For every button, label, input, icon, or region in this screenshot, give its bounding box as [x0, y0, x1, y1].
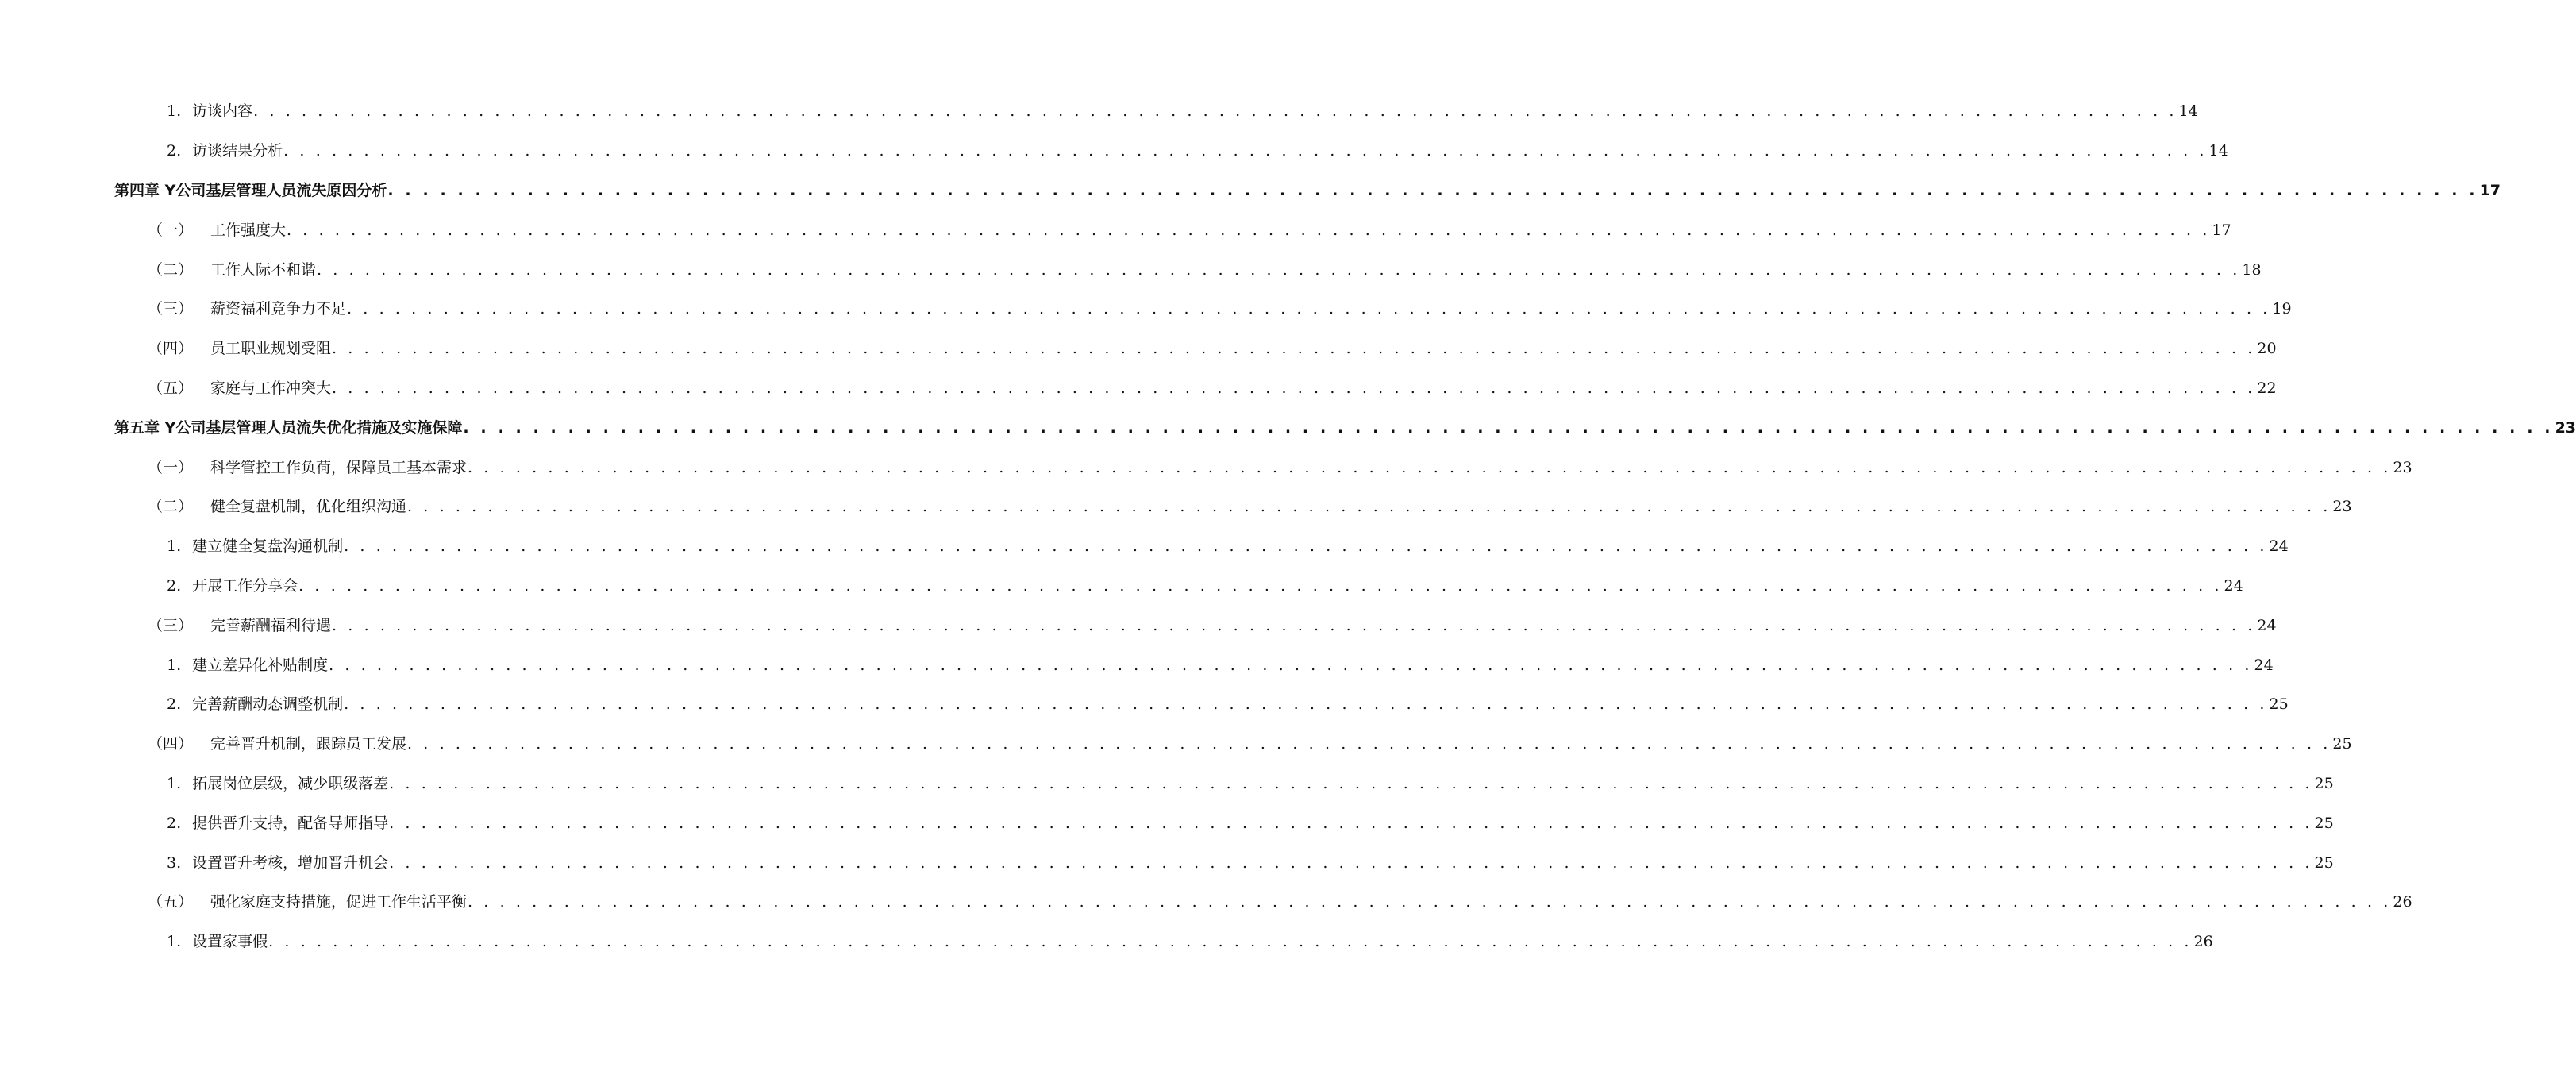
dot-leader: . . . . . . . . . . . . . . . . . . . . . . . . . . . . . . . . . . . . . . . . . . . . . . . . . . . . . . . . . . . . . . . . . . . . . . . . . . . . . . . . . . . . . . . . . . . . . . . . . . . . . . . . . . . . . . . . . . . . . . . .: [407, 735, 2331, 753]
toc-entry-page-number: 23: [2332, 498, 2352, 516]
toc-section-entry[interactable]: [0, 487, 2352, 527]
toc-entry-title: 建立健全复盘沟通机制: [192, 537, 344, 556]
toc-entry-page-number: 19: [2272, 300, 2292, 318]
toc-entry-number: 1.: [167, 537, 182, 556]
dot-leader: . . . . . . . . . . . . . . . . . . . . . . . . . . . . . . . . . . . . . . . . . . . . . . . . . . . . . . . . . . . . . . . . . . . . . . . . . . . . . . . . . . . . . . . . . . . . . . . . . . . . . . . . . . . . . . . . . . . . . . . .: [332, 616, 2256, 634]
toc-entry-number: 1.: [167, 933, 182, 951]
toc-entry-title: 访谈结果分析: [192, 142, 283, 160]
toc-entry-title: 科学管控工作负荷，保障员工基本需求: [210, 458, 468, 476]
toc-chapter-entry[interactable]: [0, 171, 2501, 211]
toc-subsection-entry[interactable]: [0, 765, 2334, 804]
dot-leader: . . . . . . . . . . . . . . . . . . . . . . . . . . . . . . . . . . . . . . . . . . . . . . . . . . . . . . . . . . . . . . . . . . . . . . . . . . . . . . . . . . . . . . . . . . . . . . . . . . . . . . . . . . . . . . . . . . . . . . . .: [344, 537, 2268, 556]
toc-entry-page-number: 25: [2314, 774, 2334, 792]
toc-entry-page-number: 14: [2208, 142, 2228, 160]
table-of-contents: [0, 92, 2576, 962]
toc-entry-number: 1.: [167, 774, 182, 792]
dot-leader: . . . . . . . . . . . . . . . . . . . . . . . . . . . . . . . . . . . . . . . . . . . . . . . . . . . . . . . . . . . . . . . . . . . . . . . . . . . . . . . . . . . . . . . . . . . . . . . . . . . . . . . . . . . . . . . . . . . . . . . .: [387, 181, 2478, 199]
toc-section-entry[interactable]: [0, 210, 2231, 250]
toc-subsection-entry[interactable]: [0, 132, 2228, 171]
toc-entry-title: 建立差异化补贴制度: [192, 656, 329, 674]
toc-entry-title: 提供晋升支持，配备导师指导: [192, 814, 389, 832]
toc-entry-page-number: 24: [2269, 537, 2289, 556]
toc-entry-page-number: 24: [2257, 616, 2277, 634]
toc-subsection-entry[interactable]: [0, 843, 2334, 883]
toc-entry-title: 开展工作分享会: [192, 576, 298, 595]
toc-subsection-entry[interactable]: [0, 527, 2289, 567]
toc-subsection-entry[interactable]: [0, 685, 2289, 725]
toc-section-entry[interactable]: [0, 250, 2262, 290]
dot-leader: . . . . . . . . . . . . . . . . . . . . . . . . . . . . . . . . . . . . . . . . . . . . . . . . . . . . . . . . . . . . . . . . . . . . . . . . . . . . . . . . . . . . . . . . . . . . . . . . . . . . . . . . . . . . . . . . . . . . . . . .: [407, 498, 2331, 516]
toc-entry-title: 完善薪酬福利待遇: [210, 616, 332, 634]
toc-entry-title: 完善薪酬动态调整机制: [192, 695, 344, 714]
toc-entry-title: 访谈内容: [192, 102, 253, 121]
dot-leader: . . . . . . . . . . . . . . . . . . . . . . . . . . . . . . . . . . . . . . . . . . . . . . . . . . . . . . . . . . . . . . . . . . . . . . . . . . . . . . . . . . . . . . . . . . . . . . . . . . . . . . . . . . . . . . . . . . . . . . . .: [253, 102, 2177, 121]
toc-entry-title: 家庭与工作冲突大: [210, 379, 332, 397]
toc-entry-title: 健全复盘机制，优化组织沟通: [210, 498, 407, 516]
toc-entry-page-number: 17: [2212, 221, 2231, 239]
toc-entry-page-number: 24: [2254, 656, 2274, 674]
toc-section-entry[interactable]: [0, 448, 2412, 487]
toc-entry-page-number: 24: [2224, 576, 2243, 595]
dot-leader: . . . . . . . . . . . . . . . . . . . . . . . . . . . . . . . . . . . . . . . . . . . . . . . . . . . . . . . . . . . . . . . . . . . . . . . . . . . . . . . . . . . . . . . . . . . . . . . . . . . . . . . . . . . . . . . . . . . . . . . .: [283, 142, 2208, 160]
dot-leader: . . . . . . . . . . . . . . . . . . . . . . . . . . . . . . . . . . . . . . . . . . . . . . . . . . . . . . . . . . . . . . . . . . . . . . . . . . . . . . . . . . . . . . . . . . . . . . . . . . . . . . . . . . . . . . . . . . . . . . . .: [298, 576, 2223, 595]
toc-subsection-entry[interactable]: [0, 923, 2213, 962]
dot-leader: . . . . . . . . . . . . . . . . . . . . . . . . . . . . . . . . . . . . . . . . . . . . . . . . . . . . . . . . . . . . . . . . . . . . . . . . . . . . . . . . . . . . . . . . . . . . . . . . . . . . . . . . . . . . . . . . . . . . . . . .: [389, 814, 2313, 832]
toc-subsection-entry[interactable]: [0, 92, 2198, 132]
toc-section-entry[interactable]: [0, 725, 2352, 765]
toc-entry-title: 设置晋升考核，增加晋升机会: [192, 853, 389, 872]
toc-entry-number: 2.: [167, 142, 182, 160]
toc-entry-number: 2.: [167, 695, 182, 714]
dot-leader: . . . . . . . . . . . . . . . . . . . . . . . . . . . . . . . . . . . . . . . . . . . . . . . . . . . . . . . . . . . . . . . . . . . . . . . . . . . . . . . . . . . . . . . . . . . . . . . . . . . . . . . . . . . . . . . . . . . . . . . .: [468, 458, 2392, 476]
toc-entry-page-number: 23: [2555, 418, 2576, 437]
toc-subsection-entry[interactable]: [0, 645, 2274, 685]
toc-entry-number: 2.: [167, 576, 182, 595]
dot-leader: . . . . . . . . . . . . . . . . . . . . . . . . . . . . . . . . . . . . . . . . . . . . . . . . . . . . . . . . . . . . . . . . . . . . . . . . . . . . . . . . . . . . . . . . . . . . . . . . . . . . . . . . . . . . . . . . . . . . . . . .: [347, 300, 2271, 318]
toc-chapter-entry[interactable]: [0, 408, 2576, 448]
toc-section-entry[interactable]: [0, 329, 2277, 369]
toc-entry-page-number: 23: [2393, 458, 2412, 476]
toc-entry-page-number: 25: [2314, 814, 2334, 832]
toc-entry-number: （二）: [148, 260, 194, 279]
toc-entry-title: 第四章 Y公司基层管理人员流失原因分析: [114, 181, 387, 199]
toc-entry-page-number: 17: [2479, 181, 2501, 199]
toc-entry-number: 1.: [167, 656, 182, 674]
toc-entry-title: 拓展岗位层级，减少职级落差: [192, 774, 389, 792]
toc-entry-page-number: 20: [2257, 340, 2277, 358]
dot-leader: . . . . . . . . . . . . . . . . . . . . . . . . . . . . . . . . . . . . . . . . . . . . . . . . . . . . . . . . . . . . . . . . . . . . . . . . . . . . . . . . . . . . . . . . . . . . . . . . . . . . . . . . . . . . . . . . . . . . . . . .: [463, 418, 2554, 437]
toc-section-entry[interactable]: [0, 606, 2277, 645]
dot-leader: . . . . . . . . . . . . . . . . . . . . . . . . . . . . . . . . . . . . . . . . . . . . . . . . . . . . . . . . . . . . . . . . . . . . . . . . . . . . . . . . . . . . . . . . . . . . . . . . . . . . . . . . . . . . . . . . . . . . . . . .: [332, 340, 2256, 358]
dot-leader: . . . . . . . . . . . . . . . . . . . . . . . . . . . . . . . . . . . . . . . . . . . . . . . . . . . . . . . . . . . . . . . . . . . . . . . . . . . . . . . . . . . . . . . . . . . . . . . . . . . . . . . . . . . . . . . . . . . . . . . .: [287, 221, 2211, 239]
toc-entry-title: 工作强度大: [210, 221, 287, 239]
toc-section-entry[interactable]: [0, 369, 2277, 409]
dot-leader: . . . . . . . . . . . . . . . . . . . . . . . . . . . . . . . . . . . . . . . . . . . . . . . . . . . . . . . . . . . . . . . . . . . . . . . . . . . . . . . . . . . . . . . . . . . . . . . . . . . . . . . . . . . . . . . . . . . . . . . .: [468, 893, 2392, 911]
toc-entry-number: （一）: [148, 458, 194, 476]
toc-entry-number: （二）: [148, 498, 194, 516]
toc-entry-page-number: 22: [2257, 379, 2277, 397]
toc-entry-page-number: 25: [2269, 695, 2289, 714]
toc-entry-page-number: 25: [2332, 735, 2352, 753]
toc-entry-page-number: 25: [2314, 853, 2334, 872]
dot-leader: . . . . . . . . . . . . . . . . . . . . . . . . . . . . . . . . . . . . . . . . . . . . . . . . . . . . . . . . . . . . . . . . . . . . . . . . . . . . . . . . . . . . . . . . . . . . . . . . . . . . . . . . . . . . . . . . . . . . . . . .: [332, 379, 2256, 397]
dot-leader: . . . . . . . . . . . . . . . . . . . . . . . . . . . . . . . . . . . . . . . . . . . . . . . . . . . . . . . . . . . . . . . . . . . . . . . . . . . . . . . . . . . . . . . . . . . . . . . . . . . . . . . . . . . . . . . . . . . . . . . .: [329, 656, 2253, 674]
toc-entry-page-number: 18: [2242, 260, 2262, 279]
toc-entry-number: 1.: [167, 102, 182, 121]
toc-entry-number: （三）: [148, 300, 194, 318]
toc-entry-title: 第五章 Y公司基层管理人员流失优化措施及实施保障: [114, 418, 463, 437]
toc-entry-page-number: 14: [2178, 102, 2198, 121]
dot-leader: . . . . . . . . . . . . . . . . . . . . . . . . . . . . . . . . . . . . . . . . . . . . . . . . . . . . . . . . . . . . . . . . . . . . . . . . . . . . . . . . . . . . . . . . . . . . . . . . . . . . . . . . . . . . . . . . . . . . . . . .: [389, 774, 2313, 792]
toc-entry-number: （三）: [148, 616, 194, 634]
dot-leader: . . . . . . . . . . . . . . . . . . . . . . . . . . . . . . . . . . . . . . . . . . . . . . . . . . . . . . . . . . . . . . . . . . . . . . . . . . . . . . . . . . . . . . . . . . . . . . . . . . . . . . . . . . . . . . . . . . . . . . . .: [389, 853, 2313, 872]
dot-leader: . . . . . . . . . . . . . . . . . . . . . . . . . . . . . . . . . . . . . . . . . . . . . . . . . . . . . . . . . . . . . . . . . . . . . . . . . . . . . . . . . . . . . . . . . . . . . . . . . . . . . . . . . . . . . . . . . . . . . . . .: [268, 933, 2193, 951]
toc-entry-title: 工作人际不和谐: [210, 260, 317, 279]
toc-entry-title: 设置家事假: [192, 933, 268, 951]
toc-entry-title: 薪资福利竞争力不足: [210, 300, 347, 318]
toc-entry-page-number: 26: [2193, 933, 2213, 951]
toc-entry-number: （五）: [148, 893, 194, 911]
toc-entry-number: （四）: [148, 340, 194, 358]
toc-entry-title: 完善晋升机制，跟踪员工发展: [210, 735, 407, 753]
dot-leader: . . . . . . . . . . . . . . . . . . . . . . . . . . . . . . . . . . . . . . . . . . . . . . . . . . . . . . . . . . . . . . . . . . . . . . . . . . . . . . . . . . . . . . . . . . . . . . . . . . . . . . . . . . . . . . . . . . . . . . . .: [317, 260, 2241, 279]
toc-entry-page-number: 26: [2393, 893, 2412, 911]
toc-entry-title: 员工职业规划受阻: [210, 340, 332, 358]
toc-entry-number: （一）: [148, 221, 194, 239]
toc-entry-number: （五）: [148, 379, 194, 397]
toc-entry-number: 3.: [167, 853, 182, 872]
toc-section-entry[interactable]: [0, 883, 2412, 923]
toc-subsection-entry[interactable]: [0, 803, 2334, 843]
toc-section-entry[interactable]: [0, 290, 2292, 329]
toc-entry-title: 强化家庭支持措施，促进工作生活平衡: [210, 893, 468, 911]
toc-entry-number: （四）: [148, 735, 194, 753]
toc-entry-number: 2.: [167, 814, 182, 832]
dot-leader: . . . . . . . . . . . . . . . . . . . . . . . . . . . . . . . . . . . . . . . . . . . . . . . . . . . . . . . . . . . . . . . . . . . . . . . . . . . . . . . . . . . . . . . . . . . . . . . . . . . . . . . . . . . . . . . . . . . . . . . .: [344, 695, 2268, 714]
toc-subsection-entry[interactable]: [0, 567, 2243, 607]
